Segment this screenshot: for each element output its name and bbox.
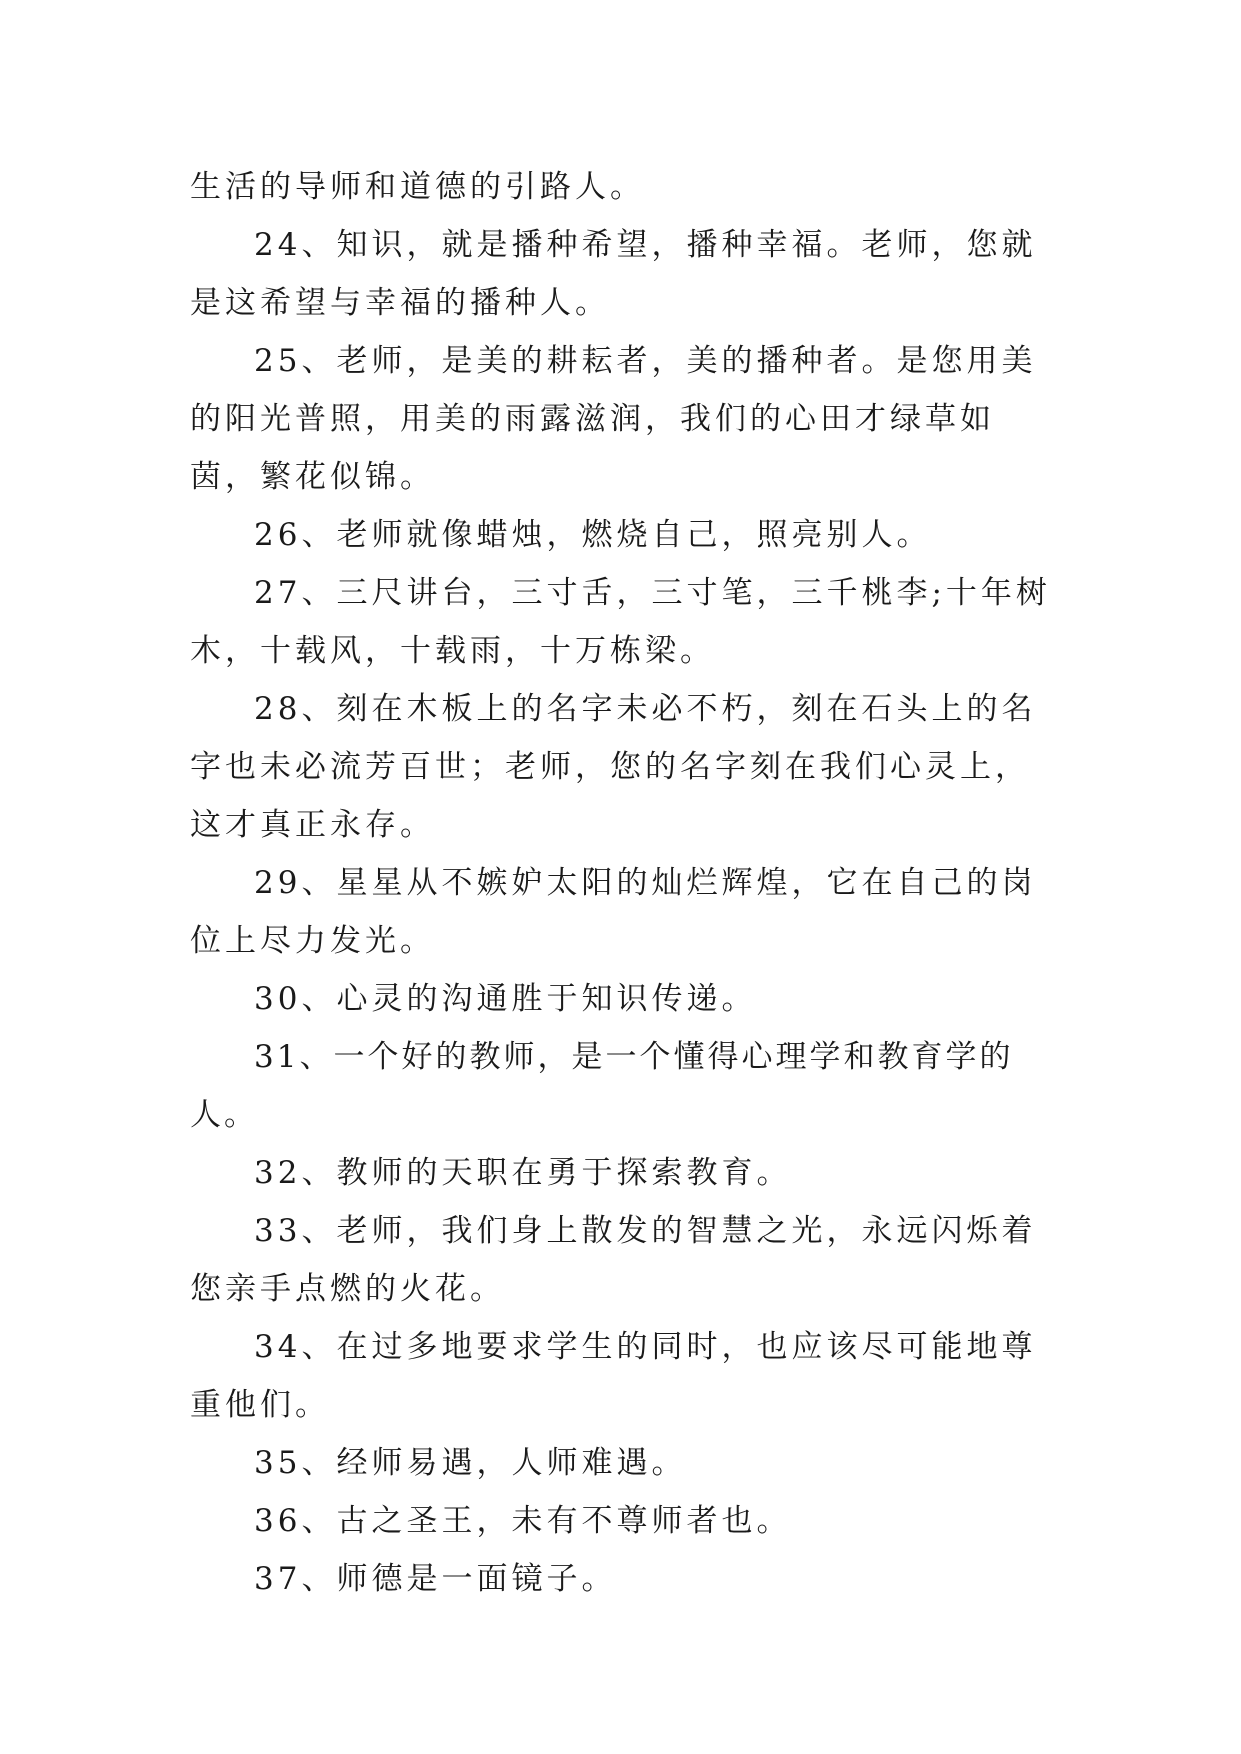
paragraph-32: 32、教师的天职在勇于探索教育。 <box>254 1155 792 1191</box>
paragraph-26: 26、老师就像蜡烛，燃烧自己，照亮别人。 <box>254 517 932 553</box>
paragraph-25: 25、老师，是美的耕耘者，美的播种者。是您用美的阳光普照，用美的雨露滋润，我们的心田才绿草如茵，繁花似锦。 <box>190 343 1037 495</box>
paragraph-35: 35、经师易遇，人师难遇。 <box>254 1445 687 1481</box>
paragraph-34: 34、在过多地要求学生的同时，也应该尽可能地尊重他们。 <box>190 1329 1037 1423</box>
document-body <box>190 158 1060 1608</box>
paragraph-33: 33、老师，我们身上散发的智慧之光，永远闪烁着您亲手点燃的火花。 <box>190 1213 1037 1307</box>
paragraph-27: 27、三尺讲台，三寸舌，三寸笔，三千桃李;十年树木，十载风，十载雨，十万栋梁。 <box>190 575 1051 669</box>
paragraph-continuation: 生活的导师和道德的引路人。 <box>190 169 645 205</box>
paragraph-37: 37、师德是一面镜子。 <box>254 1561 617 1597</box>
paragraph-31: 31、一个好的教师，是一个懂得心理学和教育学的人。 <box>190 1039 1014 1133</box>
paragraph-24: 24、知识，就是播种希望，播种幸福。老师，您就是这希望与幸福的播种人。 <box>190 227 1037 321</box>
paragraph-29: 29、星星从不嫉妒太阳的灿烂辉煌，它在自己的岗位上尽力发光。 <box>190 865 1037 959</box>
paragraph-36: 36、古之圣王，未有不尊师者也。 <box>254 1503 792 1539</box>
paragraph-28: 28、刻在木板上的名字未必不朽，刻在石头上的名字也未必流芳百世；老师，您的名字刻在我们心灵上，这才真正永存。 <box>190 691 1037 843</box>
paragraph-30: 30、心灵的沟通胜于知识传递。 <box>254 981 757 1017</box>
